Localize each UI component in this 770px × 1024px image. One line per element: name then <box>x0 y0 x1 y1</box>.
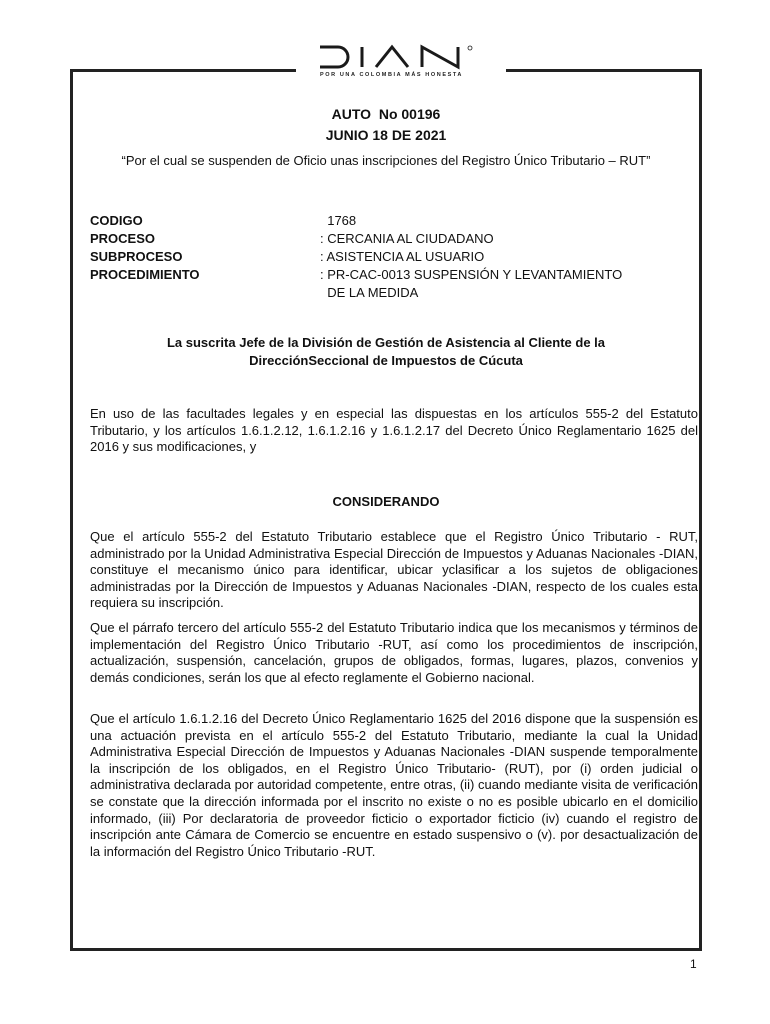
meta-row-procedimiento <box>90 266 690 284</box>
meta-label: PROCEDIMIENTO <box>90 267 200 282</box>
meta-row-procedimiento-cont <box>90 284 690 302</box>
meta-row-subproceso <box>90 248 690 266</box>
meta-label <box>90 284 320 302</box>
metadata-table <box>90 212 690 302</box>
meta-label: SUBPROCESO <box>90 249 183 264</box>
frame-top-line-right <box>506 69 702 72</box>
document-subtitle: “Por el cual se suspenden de Oficio unas inscripciones del Registro Único Tributario – RUT” <box>121 153 651 168</box>
meta-value: DE LA MEDIDA <box>320 285 419 300</box>
authority-line-1: La suscrita Jefe de la División de Gestión de Asistencia al Cliente de la <box>166 335 606 350</box>
considerando-paragraph-2: Que el párrafo tercero del artículo 555-2 del Estatuto Tributario indica que los mecanismos y términos de implementación del Registro Único Tributario -RUT, así como los procedimientos de inscripción, actualización, suspensión, cancelación, grupos de obligados, formas, lugares, plazos, convenios y demás condiciones, serán los que al efecto reglamente el Gobierno nacional. <box>90 620 698 685</box>
meta-value: 1768 <box>320 213 357 228</box>
meta-row-proceso <box>90 230 690 248</box>
intro-paragraph: En uso de las facultades legales y en especial las dispuestas en los artículos 555-2 del Estatuto Tributario, y los artículos 1.6.1.2.12, 1.6.1.2.16 y 1.6.1.2.17 del Decreto Único Reglamentario 1625 del 2016 y sus modificaciones, y <box>90 406 698 455</box>
meta-row-codigo <box>90 212 690 230</box>
considerando-paragraph-1: Que el artículo 555-2 del Estatuto Tributario establece que el Registro Único Tributario - RUT, administrado por la Unidad Administrativa Especial Dirección de Impuestos y Aduanas Nacionales -DIAN, constituye el mecanismo único para identificar, ubicar yclasificar a los sujetos de obligaciones administradas por la Dirección de Impuestos y Aduanas Nacionales -DIAN, respecto de los cuales esta requiera su inscripción. <box>90 529 698 611</box>
page-number: 1 <box>690 957 697 971</box>
considerando-heading: CONSIDERANDO <box>332 494 440 509</box>
dian-logo-mark <box>318 44 478 70</box>
authority-statement <box>70 334 702 370</box>
meta-value: : ASISTENCIA AL USUARIO <box>320 249 485 264</box>
meta-label: PROCESO <box>90 231 156 246</box>
frame-top-line-left <box>70 69 296 72</box>
meta-value: : CERCANIA AL CIUDADANO <box>320 231 494 246</box>
meta-label: CODIGO <box>90 213 143 228</box>
meta-value: : PR-CAC-0013 SUSPENSIÓN Y LEVANTAMIENTO <box>320 267 623 282</box>
authority-line-2: DirecciónSeccional de Impuestos de Cúcuta <box>249 353 523 368</box>
logo-tagline: POR UNA COLOMBIA MÁS HONESTA <box>320 72 463 78</box>
dian-logo <box>318 44 483 78</box>
auto-number: AUTO No 00196 <box>331 106 441 122</box>
auto-date: JUNIO 18 DE 2021 <box>325 127 447 143</box>
considerando-paragraph-3: Que el artículo 1.6.1.2.16 del Decreto Único Reglamentario 1625 del 2016 dispone que la suspensión es una actuación prevista en el artículo 555-2 del Estatuto Tributario, mediante la cual la Unidad Administrativa Especial Dirección de Impuestos y Aduanas Nacionales -DIAN suspende temporalmente la inscripción de los obligados, en el Registro Único Tributario- (RUT), por (i) orden judicial o administrativa declarada por autoridad competente, entre otras, (ii) cuando mediante visita de verificación se constate que la dirección informada por el inscrito no existe o no es posible ubicarlo en el domicilio informado, (iii) Por declaratoria de proveedor ficticio o exportador ficticio (iv) cuando el registro de inscripción ante Cámara de Comercio se encuentre en estado suspensivo o (v). por desactualización de la información del Registro Único Tributario -RUT. <box>90 711 698 859</box>
